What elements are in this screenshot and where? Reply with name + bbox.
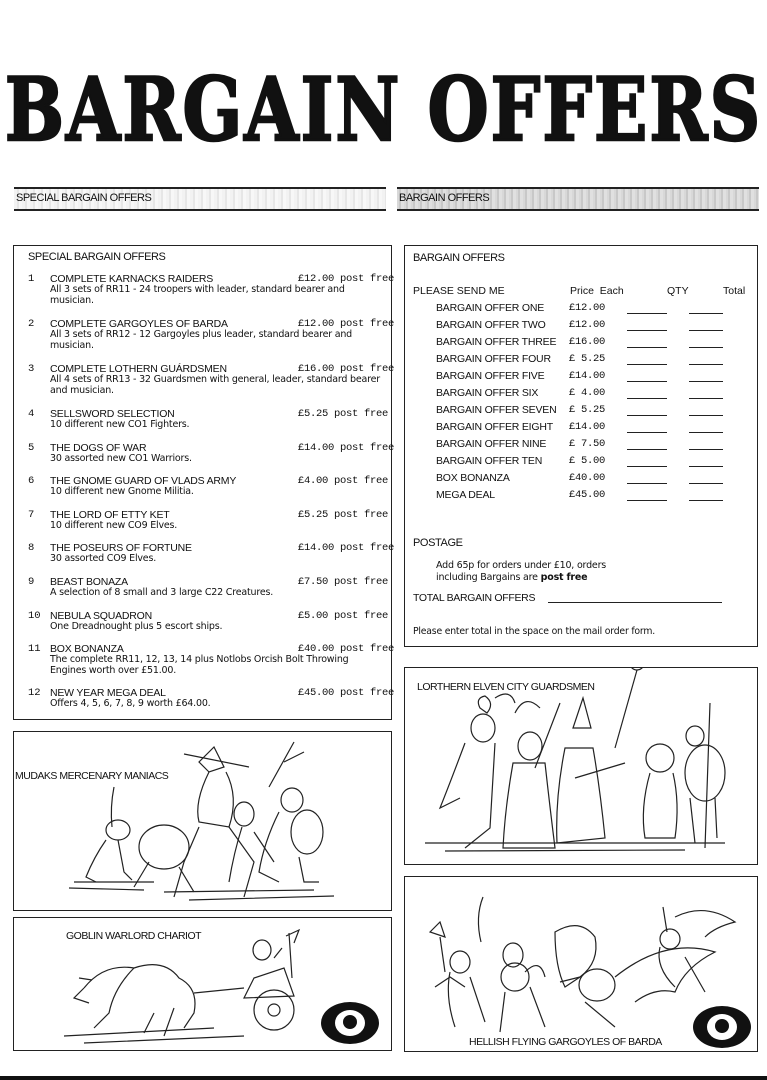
illustration-label: MUDAKS MERCENARY MANIACS xyxy=(15,770,169,782)
order-row-price: £14.00 xyxy=(569,370,606,382)
order-row-price: £14.00 xyxy=(569,421,606,433)
qty-field[interactable] xyxy=(627,381,667,382)
offer-number: 4 xyxy=(28,408,35,420)
order-row-price: £40.00 xyxy=(569,472,606,484)
total-field[interactable] xyxy=(689,483,723,484)
offer-name: COMPLETE GARGOYLES OF BARDA xyxy=(50,318,228,330)
offer-price: £40.00 post free xyxy=(298,643,395,655)
offer-number: 6 xyxy=(28,475,35,487)
postage-note-line1: Add 65p for orders under £10, orders xyxy=(436,560,607,571)
offer-description: 30 assorted CO9 Elves. xyxy=(50,553,157,564)
offer-price: £14.00 post free xyxy=(298,542,395,554)
section-bar-bargain xyxy=(397,187,759,211)
offer-number: 3 xyxy=(28,363,35,375)
postage-note-line2 xyxy=(436,572,587,583)
qty-field[interactable] xyxy=(627,432,667,433)
order-row xyxy=(405,302,757,319)
order-row xyxy=(405,370,757,387)
offer-name: BOX BONANZA xyxy=(50,643,124,655)
offer-number: 8 xyxy=(28,542,35,554)
illustration-label: HELLISH FLYING GARGOYLES OF BARDA xyxy=(469,1036,662,1048)
offer-price: £12.00 post free xyxy=(298,273,395,285)
offer-description: A selection of 8 small and 3 large C22 Creatures. xyxy=(50,587,274,598)
order-row-price: £ 4.00 xyxy=(569,387,606,399)
page-title: BARGAIN OFFERS xyxy=(4,57,763,162)
elven-guardsmen-drawing xyxy=(405,668,757,864)
header-price-each: Price Each xyxy=(570,285,624,297)
order-row xyxy=(405,319,757,336)
order-row-name: BOX BONANZA xyxy=(436,472,510,484)
order-row-price: £ 5.25 xyxy=(569,404,606,416)
order-row xyxy=(405,387,757,404)
offer-number: 1 xyxy=(28,273,35,285)
total-label: TOTAL BARGAIN OFFERS xyxy=(413,592,536,604)
qty-field[interactable] xyxy=(627,466,667,467)
order-row xyxy=(405,489,757,506)
order-form-panel xyxy=(404,245,758,647)
offer-description: One Dreadnought plus 5 escort ships. xyxy=(50,621,223,632)
qty-field[interactable] xyxy=(627,415,667,416)
total-field[interactable] xyxy=(689,330,723,331)
offer-description: 30 assorted new CO1 Warriors. xyxy=(50,453,192,464)
illustration-label: GOBLIN WARLORD CHARIOT xyxy=(66,930,202,942)
order-row xyxy=(405,455,757,472)
total-field[interactable] xyxy=(689,364,723,365)
section-bar-special-label: SPECIAL BARGAIN OFFERS xyxy=(16,192,152,204)
offer-number: 9 xyxy=(28,576,35,588)
order-row xyxy=(405,404,757,421)
order-row-price: £12.00 xyxy=(569,319,606,331)
section-bar-bargain-label: BARGAIN OFFERS xyxy=(399,192,490,204)
offer-name: COMPLETE KARNACKS RAIDERS xyxy=(50,273,214,285)
citadel-logo-icon xyxy=(321,1002,379,1044)
header-please-send: PLEASE SEND ME xyxy=(413,285,505,297)
qty-field[interactable] xyxy=(627,347,667,348)
header-total: Total xyxy=(723,285,746,297)
offer-number: 11 xyxy=(28,643,41,655)
order-row-name: BARGAIN OFFER THREE xyxy=(436,336,557,348)
illustration-label: LORTHERN ELVEN CITY GUARDSMEN xyxy=(417,681,595,693)
offer-description: The complete RR11, 12, 13, 14 plus Notlobs Orcish Bolt Throwing Engines worth over £51.00. xyxy=(50,654,349,676)
order-row xyxy=(405,421,757,438)
total-field[interactable] xyxy=(689,466,723,467)
total-field[interactable] xyxy=(689,432,723,433)
order-row-price: £ 5.25 xyxy=(569,353,606,365)
order-row-name: MEGA DEAL xyxy=(436,489,495,501)
order-row-price: £12.00 xyxy=(569,302,606,314)
offer-price: £5.25 post free xyxy=(298,408,389,420)
postage-title: POSTAGE xyxy=(413,537,463,549)
qty-field[interactable] xyxy=(627,364,667,365)
order-row-name: BARGAIN OFFER NINE xyxy=(436,438,547,450)
illustration-mudaks xyxy=(13,731,392,911)
bottom-rule xyxy=(0,1076,767,1080)
order-row-name: BARGAIN OFFER ONE xyxy=(436,302,545,314)
header-qty: QTY xyxy=(667,285,689,297)
offer-description: All 3 sets of RR11 - 24 troopers with leader, standard bearer and musician. xyxy=(50,284,345,306)
postage-note-text: including Bargains are xyxy=(436,572,541,583)
order-row-name: BARGAIN OFFER FIVE xyxy=(436,370,545,382)
post-free-emphasis: post free xyxy=(540,572,588,583)
order-row xyxy=(405,438,757,455)
order-form-title: BARGAIN OFFERS xyxy=(413,252,505,264)
total-field[interactable] xyxy=(689,347,723,348)
offer-name: NEBULA SQUADRON xyxy=(50,610,153,622)
offer-number: 10 xyxy=(28,610,41,622)
order-row-name: BARGAIN OFFER EIGHT xyxy=(436,421,553,433)
special-offers-title: SPECIAL BARGAIN OFFERS xyxy=(28,251,166,263)
total-field[interactable] xyxy=(689,398,723,399)
offer-price: £5.00 post free xyxy=(298,610,389,622)
total-field[interactable] xyxy=(689,381,723,382)
offer-number: 7 xyxy=(28,509,35,521)
offer-description: All 4 sets of RR13 - 32 Guardsmen with general, leader, standard bearer and musician. xyxy=(50,374,381,396)
offer-description: 10 different new CO1 Fighters. xyxy=(50,419,190,430)
offer-description: 10 different new Gnome Militia. xyxy=(50,486,194,497)
qty-field[interactable] xyxy=(627,483,667,484)
mercenary-warriors-drawing xyxy=(14,732,391,910)
total-bargain-field[interactable] xyxy=(548,602,722,603)
qty-field[interactable] xyxy=(627,330,667,331)
qty-field[interactable] xyxy=(627,500,667,501)
offer-price: £7.50 post free xyxy=(298,576,389,588)
illustration-gargoyles xyxy=(404,876,758,1052)
offer-name: THE DOGS OF WAR xyxy=(50,442,147,454)
illustration-lothern-guardsmen xyxy=(404,667,758,865)
total-field[interactable] xyxy=(689,313,723,314)
order-row-name: BARGAIN OFFER TEN xyxy=(436,455,543,467)
offer-name: BEAST BONAZA xyxy=(50,576,128,588)
qty-field[interactable] xyxy=(627,398,667,399)
offer-name: SELLSWORD SELECTION xyxy=(50,408,175,420)
citadel-logo-icon xyxy=(693,1006,751,1048)
offer-price: £12.00 post free xyxy=(298,318,395,330)
order-row xyxy=(405,353,757,370)
order-row xyxy=(405,472,757,489)
total-bargain-offers xyxy=(413,592,535,604)
order-row-name: BARGAIN OFFER SIX xyxy=(436,387,539,399)
order-row-name: BARGAIN OFFER FOUR xyxy=(436,353,551,365)
qty-field[interactable] xyxy=(627,449,667,450)
offer-price: £4.00 post free xyxy=(298,475,389,487)
special-offers-panel xyxy=(13,245,395,720)
illustration-goblin-chariot xyxy=(13,917,392,1051)
offer-price: £5.25 post free xyxy=(298,509,389,521)
order-form-note: Please enter total in the space on the mail order form. xyxy=(413,626,655,637)
order-row-name: BARGAIN OFFER SEVEN xyxy=(436,404,557,416)
total-field[interactable] xyxy=(689,449,723,450)
order-row-price: £ 7.50 xyxy=(569,438,606,450)
section-bar-special xyxy=(14,187,386,211)
offer-name: THE POSEURS OF FORTUNE xyxy=(50,542,192,554)
total-field[interactable] xyxy=(689,415,723,416)
total-field[interactable] xyxy=(689,500,723,501)
offer-description: 10 different new CO9 Elves. xyxy=(50,520,178,531)
offer-name: COMPLETE LOTHERN GUÁRDSMEN xyxy=(50,363,227,375)
offer-price: £14.00 post free xyxy=(298,442,395,454)
offer-number: 5 xyxy=(28,442,35,454)
order-row-price: £ 5.00 xyxy=(569,455,606,467)
order-row-price: £16.00 xyxy=(569,336,606,348)
offer-name: THE LORD OF ETTY KET xyxy=(50,509,170,521)
offer-price: £45.00 post free xyxy=(298,687,395,699)
offer-name: THE GNOME GUARD OF VLADS ARMY xyxy=(50,475,237,487)
offer-name: NEW YEAR MEGA DEAL xyxy=(50,687,166,699)
order-row xyxy=(405,336,757,353)
offer-number: 2 xyxy=(28,318,35,330)
order-row-price: £45.00 xyxy=(569,489,606,501)
offer-price: £16.00 post free xyxy=(298,363,395,375)
offer-number: 12 xyxy=(28,687,41,699)
order-row-name: BARGAIN OFFER TWO xyxy=(436,319,546,331)
qty-field[interactable] xyxy=(627,313,667,314)
offer-description: All 3 sets of RR12 - 12 Gargoyles plus leader, standard bearer and musician. xyxy=(50,329,353,351)
offer-description: Offers 4, 5, 6, 7, 8, 9 worth £64.00. xyxy=(50,698,211,709)
